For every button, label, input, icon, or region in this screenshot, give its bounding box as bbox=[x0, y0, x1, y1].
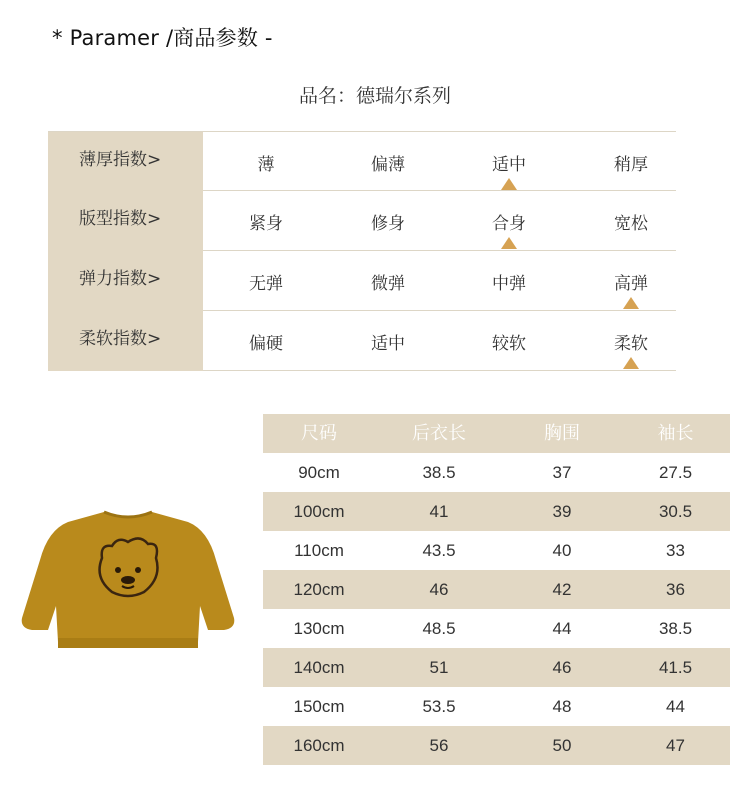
table-row bbox=[263, 648, 730, 687]
sleeve-cell: 30.5 bbox=[658, 502, 693, 521]
index-label: 薄厚指数> bbox=[48, 132, 203, 191]
table-header-row bbox=[263, 414, 730, 453]
size-cell: 100cm bbox=[293, 502, 345, 521]
size-cell: 90cm bbox=[298, 463, 340, 482]
table-row bbox=[263, 687, 730, 726]
column-header: 胸围 bbox=[544, 423, 580, 444]
chest-cell: 46 bbox=[552, 658, 572, 677]
sleeve-cell: 36 bbox=[666, 580, 685, 599]
size-cell: 120cm bbox=[293, 580, 345, 599]
length-cell: 53.5 bbox=[422, 697, 456, 716]
sleeve-cell: 41.5 bbox=[658, 658, 693, 677]
index-option: 合身 bbox=[492, 214, 526, 234]
index-table bbox=[48, 131, 676, 371]
length-cell: 38.5 bbox=[422, 463, 456, 482]
bear-sweater-image bbox=[20, 508, 236, 656]
chest-cell: 42 bbox=[552, 580, 572, 599]
index-option: 高弹 bbox=[614, 274, 648, 294]
size-cell: 130cm bbox=[293, 619, 345, 638]
index-option: 薄 bbox=[257, 155, 275, 175]
table-row bbox=[263, 570, 730, 609]
sleeve-cell: 33 bbox=[666, 541, 685, 560]
index-option: 中弹 bbox=[492, 274, 526, 294]
index-option: 偏硬 bbox=[249, 334, 283, 354]
index-row-elasticity bbox=[48, 251, 676, 311]
selected-marker-icon bbox=[623, 357, 639, 369]
index-option: 修身 bbox=[371, 214, 405, 234]
length-cell: 48.5 bbox=[422, 619, 456, 638]
size-cell: 140cm bbox=[293, 658, 345, 677]
chest-cell: 48 bbox=[552, 697, 572, 716]
index-option: 较软 bbox=[492, 334, 526, 354]
product-name: 品名：德瑞尔系列 bbox=[298, 85, 451, 107]
index-option: 适中 bbox=[492, 155, 526, 175]
size-cell: 160cm bbox=[293, 736, 345, 755]
chest-cell: 39 bbox=[552, 502, 572, 521]
size-table bbox=[263, 414, 730, 765]
index-row-fit bbox=[48, 191, 676, 251]
table-row bbox=[263, 492, 730, 531]
length-cell: 46 bbox=[429, 580, 449, 599]
page-title: * Paramer /商品参数 - bbox=[52, 26, 273, 50]
sleeve-cell: 44 bbox=[666, 697, 685, 716]
selected-marker-icon bbox=[501, 178, 517, 190]
column-header: 后衣长 bbox=[412, 423, 466, 444]
selected-marker-icon bbox=[501, 237, 517, 249]
index-option: 紧身 bbox=[249, 214, 283, 234]
table-row bbox=[263, 531, 730, 570]
sleeve-cell: 47 bbox=[666, 736, 685, 755]
index-option: 偏薄 bbox=[371, 155, 405, 175]
index-label: 弹力指数> bbox=[48, 251, 203, 311]
table-row bbox=[263, 453, 730, 492]
chest-cell: 44 bbox=[552, 619, 572, 638]
chest-cell: 37 bbox=[552, 463, 572, 482]
size-cell: 150cm bbox=[293, 697, 345, 716]
length-cell: 41 bbox=[429, 502, 449, 521]
length-cell: 43.5 bbox=[422, 541, 456, 560]
chest-cell: 50 bbox=[552, 736, 572, 755]
index-row-thickness bbox=[48, 131, 676, 191]
length-cell: 51 bbox=[429, 658, 449, 677]
index-option: 无弹 bbox=[249, 274, 283, 294]
index-option: 微弹 bbox=[371, 274, 405, 294]
table-row bbox=[263, 726, 730, 765]
length-cell: 56 bbox=[429, 736, 449, 755]
index-row-softness bbox=[48, 311, 676, 371]
index-label: 柔软指数> bbox=[48, 311, 203, 371]
chest-cell: 40 bbox=[552, 541, 572, 560]
index-label: 版型指数> bbox=[48, 191, 203, 251]
index-option: 柔软 bbox=[614, 334, 648, 354]
column-header: 袖长 bbox=[657, 423, 694, 444]
sleeve-cell: 38.5 bbox=[658, 619, 693, 638]
index-option: 适中 bbox=[371, 334, 405, 354]
index-option: 稍厚 bbox=[614, 155, 648, 175]
column-header: 尺码 bbox=[301, 423, 337, 444]
size-cell: 110cm bbox=[294, 541, 344, 560]
index-option: 宽松 bbox=[614, 214, 648, 234]
sleeve-cell: 27.5 bbox=[658, 463, 693, 482]
table-row bbox=[263, 609, 730, 648]
selected-marker-icon bbox=[623, 297, 639, 309]
